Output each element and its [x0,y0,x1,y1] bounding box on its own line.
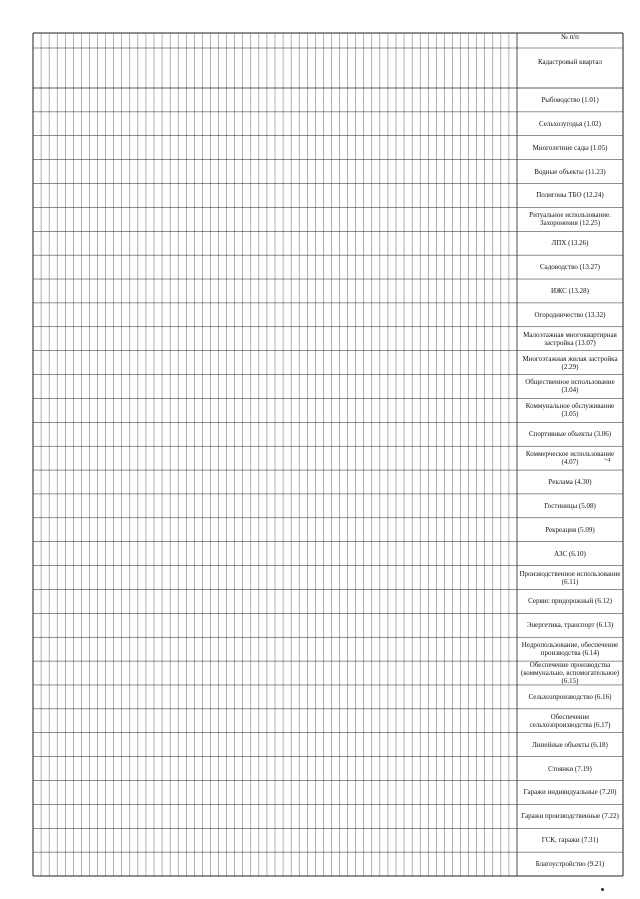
column-header: Гостиницы (5.08) [544,501,596,510]
column-header: Реклама (4.30) [548,477,592,486]
column-header: Обеспечение производства (коммунально, вспомогательное) (6.15) [520,661,620,685]
column-header: Спортивные объекты (3.06) [528,430,612,439]
column-header: Обеспечение сельхозпроизводства (6.17) [529,712,611,729]
header-cadastral-cell [517,58,623,66]
column-header: Ритуальное использование. Захоронения (12.25) [529,211,611,228]
column-header: ИЖС (13.28) [551,286,589,295]
column-header: Коммерческое использование (4.07) [525,450,615,467]
column-header: АЗС (6.10) [554,549,586,558]
column-header: Гаражи индивидуальные (7.20) [523,788,617,797]
column-header: Гаражи производственные (7.22) [521,812,619,821]
header-number-cell [517,33,623,41]
column-header: Огородничество (13.32) [534,310,606,319]
column-header: Сельхозугодья (1.02) [538,119,602,128]
page-number: 7 [602,457,612,462]
column-header: Многолетние сады (1.05) [532,143,608,152]
column-header: Коммунальное обслуживание (3.05) [525,402,615,419]
column-header: Многоэтажная жилая застройка (2.29) [522,354,618,371]
column-header: Недропользование, обеспечение производства (6.14) [521,641,619,658]
column-header: Водные объекты (11.23) [534,167,606,176]
column-header: Рекреация (5.09) [545,525,595,534]
column-header: Производственное использование (6.11) [519,569,621,586]
column-header: Общественное использование (3.04) [525,378,615,395]
column-header: Садоводство (13.27) [539,263,601,272]
column-header: Сельхозпроизводство (6.16) [528,692,612,701]
column-header: ГСК, гаражи (7.31) [541,836,599,845]
column-header: Малоэтажная многоквартирная застройка (13.07) [523,330,617,347]
column-header: Рыбоводство (1.01) [541,95,599,104]
column-header: ЛПХ (13.26) [551,239,589,248]
header-number-label: № п/п [561,33,579,41]
column-header: Линейные объекты (6.18) [532,740,608,749]
column-header: Сервис придорожный (6.12) [528,597,612,606]
column-header: Энергетика, транспорт (6.13) [526,621,614,630]
header-cadastral-label: Кадастровый квартал [537,58,603,66]
column-header: Полигоны ТБО (12.24) [536,191,604,200]
scan-mark [601,888,604,891]
column-header: Благоустройство (9.21) [535,860,605,869]
column-header: Стоянки (7.19) [548,764,592,773]
